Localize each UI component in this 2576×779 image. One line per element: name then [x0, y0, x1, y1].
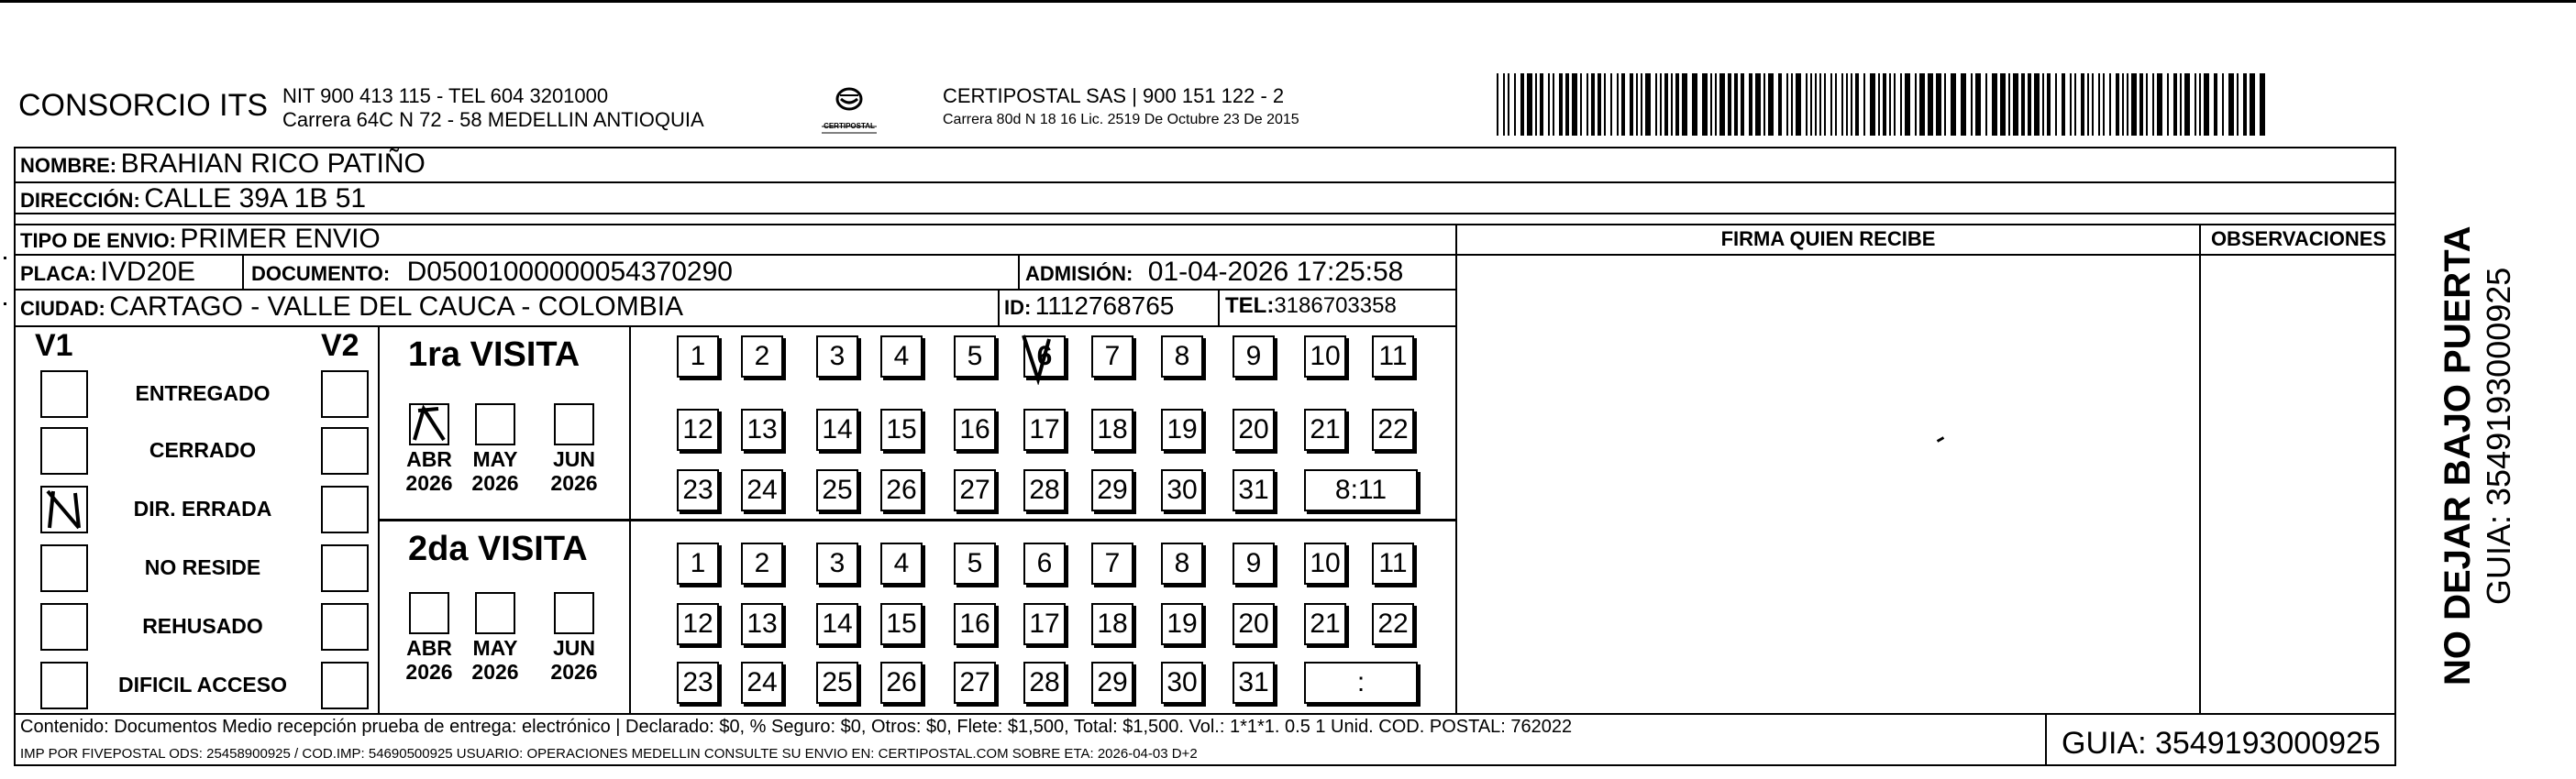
id-label: ID:	[1004, 296, 1032, 319]
first-day-box[interactable]: 2	[741, 335, 783, 378]
first-day-box[interactable]: 1	[677, 335, 719, 378]
handwritten-check-icon	[1020, 330, 1056, 390]
sender-company: CONSORCIO ITS	[18, 88, 269, 123]
first-day-box[interactable]: 23	[677, 469, 719, 511]
month-label	[466, 636, 525, 684]
second-day-box[interactable]: 3	[816, 543, 858, 585]
month-name: JUN	[552, 447, 595, 471]
first-day-box[interactable]: 10	[1304, 335, 1346, 378]
second-day-box[interactable]: 14	[816, 603, 858, 645]
v1-checkbox[interactable]	[40, 662, 88, 709]
second-day-box[interactable]: 4	[880, 543, 923, 585]
month-name: ABR	[406, 447, 452, 471]
second-day-box[interactable]: 25	[816, 662, 858, 704]
v1-checkbox[interactable]	[40, 544, 88, 592]
id-row	[1004, 291, 1174, 321]
month-name: MAY	[472, 447, 518, 471]
month-year: 2026	[405, 660, 453, 684]
second-day-box[interactable]: 29	[1091, 662, 1133, 704]
observaciones-header: OBSERVACIONES	[2210, 227, 2387, 250]
first-month-checkbox[interactable]	[554, 403, 594, 445]
first-day-box[interactable]: 30	[1161, 469, 1203, 511]
documento-row	[251, 257, 733, 288]
side-warning: NO DEJAR BAJO PUERTA	[2438, 225, 2478, 686]
status-label: REHUSADO	[142, 614, 263, 638]
second-day-box[interactable]: 10	[1304, 543, 1346, 585]
firma-header: FIRMA QUIEN RECIBE	[1720, 227, 1936, 250]
second-day-box[interactable]: 9	[1233, 543, 1275, 585]
first-day-box[interactable]: 3	[816, 335, 858, 378]
id-value: 1112768765	[1034, 291, 1175, 320]
month-name: MAY	[472, 636, 518, 660]
tipo-value: PRIMER ENVIO	[180, 224, 381, 254]
v1-label: V1	[35, 328, 73, 363]
second-day-box[interactable]: 22	[1372, 603, 1414, 645]
month-label	[545, 447, 603, 495]
ciudad-label: CIUDAD:	[20, 297, 105, 320]
first-day-box[interactable]: 9	[1233, 335, 1275, 378]
first-month-checkbox-checked[interactable]	[409, 403, 449, 445]
first-visit-title: 1ra VISITA	[408, 335, 580, 374]
first-day-box[interactable]: 16	[954, 409, 996, 451]
second-day-box[interactable]: 16	[954, 603, 996, 645]
month-year: 2026	[471, 660, 519, 684]
first-day-box[interactable]: 22	[1372, 409, 1414, 451]
footer-content-line: Contenido: Documentos Medio recepción prueba de entrega: electrónico | Declarado: $0, % Seguro: $0, Otros: $0, Flete: $1,500, Total: $1,500. Vol.: 1*1*1. 0.5 1 Unid. COD. POSTAL: 762022	[20, 717, 1573, 737]
tipo-row	[20, 224, 381, 255]
v2-checkbox[interactable]	[321, 486, 369, 533]
month-label	[466, 447, 525, 495]
first-day-box[interactable]: 4	[880, 335, 923, 378]
first-day-box[interactable]: 28	[1023, 469, 1066, 511]
carrier-logo-text: CERTIPOSTAL	[824, 122, 875, 130]
second-day-box[interactable]: 23	[677, 662, 719, 704]
second-day-box[interactable]: 17	[1023, 603, 1066, 645]
month-year: 2026	[550, 660, 598, 684]
first-day-box[interactable]: 20	[1233, 409, 1275, 451]
first-day-box[interactable]: 18	[1091, 409, 1133, 451]
v1-checkbox[interactable]	[40, 427, 88, 475]
first-day-box-marked[interactable]: 6	[1023, 335, 1066, 378]
side-guia: GUIA: 3549193000925	[2480, 267, 2517, 605]
v1-checkbox-checked[interactable]	[40, 486, 88, 533]
second-day-box[interactable]: 15	[880, 603, 923, 645]
v2-checkbox[interactable]	[321, 427, 369, 475]
second-day-box[interactable]: 31	[1233, 662, 1275, 704]
tel-label: TEL:	[1225, 293, 1275, 318]
month-year: 2026	[471, 471, 519, 495]
second-day-box[interactable]: 26	[880, 662, 923, 704]
v2-checkbox[interactable]	[321, 662, 369, 709]
month-year: 2026	[550, 471, 598, 495]
sender-address: Carrera 64C N 72 - 58 MEDELLIN ANTIOQUIA	[282, 108, 704, 131]
month-label	[400, 636, 459, 684]
second-day-box[interactable]: 28	[1023, 662, 1066, 704]
second-day-box[interactable]: 21	[1304, 603, 1346, 645]
first-day-box[interactable]: 31	[1233, 469, 1275, 511]
first-day-box[interactable]: 14	[816, 409, 858, 451]
second-month-checkbox[interactable]	[554, 592, 594, 634]
first-day-box[interactable]: 5	[954, 335, 996, 378]
second-day-box[interactable]: 8	[1161, 543, 1203, 585]
first-day-box[interactable]: 21	[1304, 409, 1346, 451]
v1-checkbox[interactable]	[40, 370, 88, 418]
first-day-box[interactable]: 29	[1091, 469, 1133, 511]
second-day-box[interactable]: 18	[1091, 603, 1133, 645]
second-day-box[interactable]: 20	[1233, 603, 1275, 645]
footer-guia: GUIA: 3549193000925	[2062, 726, 2381, 761]
placa-value: IVD20E	[100, 257, 195, 287]
placa-row	[20, 257, 195, 288]
first-day-box[interactable]: 17	[1023, 409, 1066, 451]
second-day-box[interactable]: 30	[1161, 662, 1203, 704]
second-day-box[interactable]: 5	[954, 543, 996, 585]
v1-checkbox[interactable]	[40, 603, 88, 651]
first-day-box[interactable]: 19	[1161, 409, 1203, 451]
month-year: 2026	[405, 471, 453, 495]
tel-row	[1225, 293, 1397, 319]
second-day-box[interactable]: 7	[1091, 543, 1133, 585]
status-label: ENTREGADO	[135, 381, 271, 405]
nombre-row	[20, 148, 426, 180]
second-day-box[interactable]: 13	[741, 603, 783, 645]
direccion-label: DIRECCIÓN:	[20, 189, 140, 212]
carrier-license: Carrera 80d N 18 16 Lic. 2519 De Octubre 23 De 2015	[943, 112, 1299, 127]
barcode	[1497, 73, 2269, 136]
month-label	[400, 447, 459, 495]
first-day-box[interactable]: 26	[880, 469, 923, 511]
first-day-box[interactable]: 24	[741, 469, 783, 511]
second-day-box[interactable]: 2	[741, 543, 783, 585]
carrier-name: CERTIPOSTAL SAS | 900 151 122 - 2	[943, 84, 1285, 107]
second-time-box[interactable]: :	[1304, 662, 1418, 704]
status-label: NO RESIDE	[144, 555, 261, 579]
status-label: CERRADO	[149, 438, 257, 462]
placa-label: PLACA:	[20, 262, 97, 285]
tel-value: 3186703358	[1274, 293, 1397, 318]
status-label: DIFICIL ACCESO	[117, 673, 287, 697]
admision-row	[1025, 257, 1403, 288]
admision-value: 01-04-2026 17:25:58	[1147, 257, 1404, 287]
month-name: ABR	[406, 636, 452, 660]
admision-label: ADMISIÓN:	[1025, 262, 1133, 285]
second-month-checkbox[interactable]	[475, 592, 515, 634]
first-day-box[interactable]: 11	[1372, 335, 1414, 378]
certipostal-logo-icon	[813, 82, 886, 139]
nombre-label: NOMBRE:	[20, 154, 117, 177]
direccion-row	[20, 183, 366, 214]
second-day-box[interactable]: 24	[741, 662, 783, 704]
tipo-label: TIPO DE ENVIO:	[20, 229, 176, 252]
first-day-box[interactable]: 13	[741, 409, 783, 451]
first-day-box[interactable]: 15	[880, 409, 923, 451]
v2-checkbox[interactable]	[321, 370, 369, 418]
first-day-box[interactable]: 25	[816, 469, 858, 511]
footer-imp-line: IMP POR FIVEPOSTAL ODS: 25458900925 / COD.IMP: 54690500925 USUARIO: OPERACIONES MEDELLIN CONSULTE SU ENVIO EN: CERTIPOSTAL.COM SOBRE ETA: 2026-04-03 D+2	[20, 746, 1198, 762]
status-label: DIR. ERRADA	[133, 497, 272, 521]
second-day-box[interactable]: 6	[1023, 543, 1066, 585]
second-visit-title: 2da VISITA	[408, 530, 588, 568]
documento-label: DOCUMENTO:	[251, 262, 391, 285]
first-time-box[interactable]: 8:11	[1304, 469, 1418, 511]
v2-label: V2	[321, 328, 359, 363]
first-day-box[interactable]: 12	[677, 409, 719, 451]
v2-checkbox[interactable]	[321, 603, 369, 651]
v2-checkbox[interactable]	[321, 544, 369, 592]
second-month-checkbox[interactable]	[409, 592, 449, 634]
first-month-checkbox[interactable]	[475, 403, 515, 445]
second-day-box[interactable]: 27	[954, 662, 996, 704]
ciudad-value: CARTAGO - VALLE DEL CAUCA - COLOMBIA	[109, 291, 684, 322]
second-day-box[interactable]: 11	[1372, 543, 1414, 585]
first-day-box[interactable]: 8	[1161, 335, 1203, 378]
direccion-value: CALLE 39A 1B 51	[144, 183, 367, 214]
month-label	[545, 636, 603, 684]
firma-area[interactable]	[1458, 257, 2198, 712]
observaciones-area[interactable]	[2202, 257, 2395, 712]
first-day-box[interactable]: 27	[954, 469, 996, 511]
top-border	[0, 0, 2576, 3]
second-day-box[interactable]: 19	[1161, 603, 1203, 645]
ciudad-row	[20, 291, 683, 323]
documento-value: D05001000000054370290	[406, 257, 733, 287]
month-name: JUN	[552, 636, 595, 660]
sender-nit: NIT 900 413 115 - TEL 604 3201000	[282, 84, 609, 107]
nombre-value: BRAHIAN RICO PATIÑO	[120, 148, 426, 179]
first-day-box[interactable]: 7	[1091, 335, 1133, 378]
second-day-box[interactable]: 12	[677, 603, 719, 645]
second-day-box[interactable]: 1	[677, 543, 719, 585]
